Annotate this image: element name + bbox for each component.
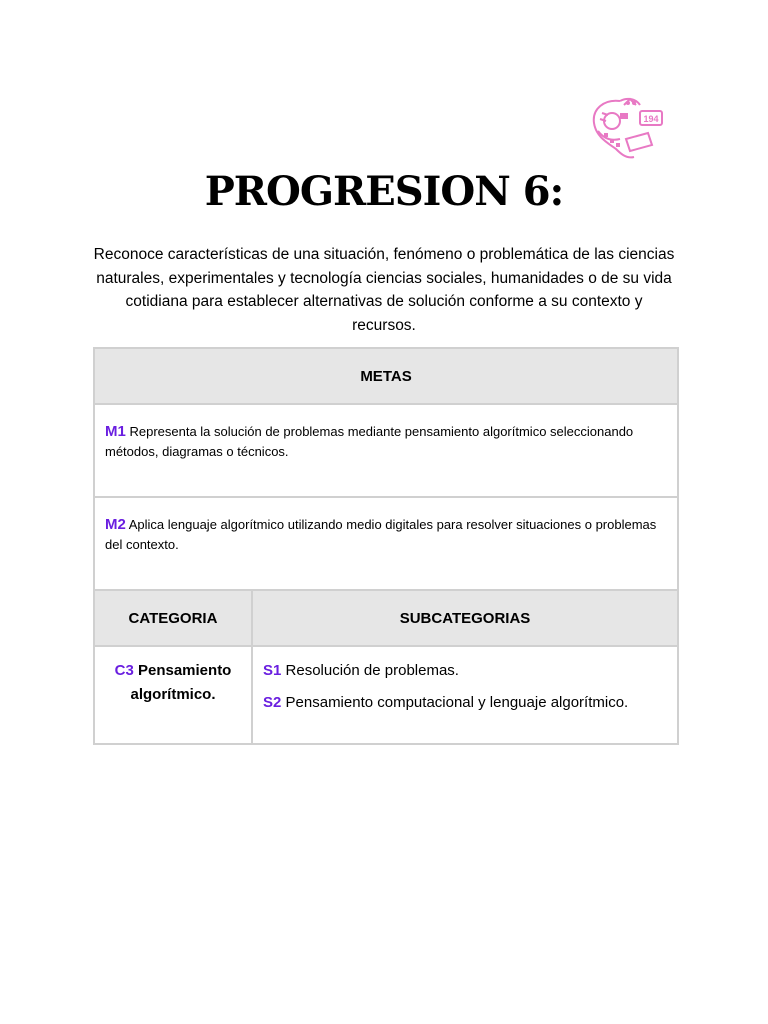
subcategoria-item-s2 bbox=[263, 691, 667, 715]
meta-row-m2 bbox=[94, 497, 678, 590]
logo-number: 194 bbox=[643, 114, 659, 124]
categoria-cell bbox=[94, 646, 252, 744]
meta-code: M2 bbox=[105, 516, 126, 533]
subcategoria-code: S1 bbox=[263, 662, 282, 679]
subcategoria-code: S2 bbox=[263, 694, 282, 711]
intro-paragraph: Reconoce características de una situación, fenómeno o problemática de las ciencias naturales, experimentales y tecnología ciencias sociales, humanidades o de su vida cotidiana para establecer alternativas de solución conforme a su contexto y recursos. bbox=[93, 246, 675, 334]
subcategorias-cell bbox=[252, 646, 678, 744]
meta-code: M1 bbox=[105, 423, 126, 440]
categoria-code: C3 bbox=[114, 662, 134, 679]
categoria-text: Pensamiento algorítmico. bbox=[130, 662, 232, 703]
subcategoria-text: Resolución de problemas. bbox=[285, 662, 459, 679]
subcategoria-text: Pensamiento computacional y lenguaje algorítmico. bbox=[285, 694, 629, 711]
categoria-header: CATEGORIA bbox=[94, 590, 252, 646]
subcategoria-item-s1 bbox=[263, 659, 667, 683]
page-title: PROGRESION 6: bbox=[204, 168, 564, 215]
meta-text: Representa la solución de problemas mediante pensamiento algorítmico seleccionando métodos, diagramas o técnicos. bbox=[105, 424, 634, 459]
progression-table bbox=[93, 347, 679, 745]
meta-row-m1 bbox=[94, 404, 678, 497]
subcategorias-header: SUBCATEGORIAS bbox=[252, 590, 678, 646]
school-logo bbox=[590, 93, 666, 161]
metas-header: METAS bbox=[94, 348, 678, 404]
meta-text: Aplica lenguaje algorítmico utilizando medio digitales para resolver situaciones o problemas del contexto. bbox=[105, 517, 657, 552]
